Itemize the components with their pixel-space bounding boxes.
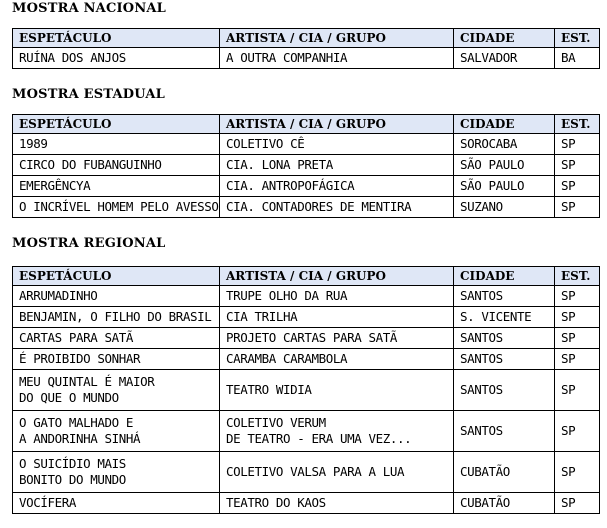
cell-espetaculo — [13, 176, 220, 197]
cell-artista — [220, 176, 454, 197]
cell-espetaculo-line: O GATO MALHADO E — [19, 415, 134, 430]
cell-artista — [220, 328, 454, 349]
header-artista: ARTISTA / CIA / GRUPO — [220, 115, 454, 134]
table-row — [13, 286, 600, 307]
header-espetaculo: ESPETÁCULO — [13, 29, 220, 48]
section-title-nacional: MOSTRA NACIONAL — [12, 1, 167, 16]
cell-espetaculo-line: O INCRÍVEL HOMEM PELO AVESSO — [19, 199, 219, 214]
table-mostra-regional — [12, 266, 600, 514]
section-title-estadual: MOSTRA ESTADUAL — [12, 87, 165, 102]
cell-cidade: CUBATÃO — [454, 493, 555, 514]
cell-cidade: SANTOS — [454, 370, 555, 411]
cell-cidade: CUBATÃO — [454, 452, 555, 493]
table-row — [13, 197, 600, 218]
cell-espetaculo — [13, 349, 220, 370]
cell-artista-line: TRUPE OLHO DA RUA — [226, 288, 348, 303]
cell-artista — [220, 48, 454, 69]
cell-espetaculo-line: BONITO DO MUNDO — [19, 472, 126, 487]
cell-artista-line: TEATRO DO KAOS — [226, 495, 326, 510]
cell-artista-line: COLETIVO VALSA PARA A LUA — [226, 464, 405, 479]
table-row — [13, 328, 600, 349]
cell-artista — [220, 493, 454, 514]
cell-espetaculo — [13, 307, 220, 328]
header-est: EST. — [555, 267, 600, 286]
cell-est: BA — [555, 48, 600, 69]
cell-espetaculo — [13, 411, 220, 452]
cell-espetaculo — [13, 197, 220, 218]
cell-espetaculo — [13, 48, 220, 69]
cell-espetaculo-line: MEU QUINTAL É MAIOR — [19, 374, 155, 389]
table-row — [13, 370, 600, 411]
cell-est: SP — [555, 307, 600, 328]
cell-espetaculo-line: É PROIBIDO SONHAR — [19, 351, 141, 366]
cell-cidade: S. VICENTE — [454, 307, 555, 328]
header-cidade: CIDADE — [454, 267, 555, 286]
cell-est: SP — [555, 411, 600, 452]
cell-artista-line: COLETIVO CÊ — [226, 136, 305, 151]
cell-artista-line: TEATRO WIDIA — [226, 382, 312, 397]
cell-espetaculo-line: A ANDORINHA SINHÁ — [19, 431, 141, 446]
header-est: EST. — [555, 29, 600, 48]
cell-artista-line: COLETIVO VERUM — [226, 415, 326, 430]
cell-est: SP — [555, 493, 600, 514]
cell-artista — [220, 370, 454, 411]
cell-artista-line: A OUTRA COMPANHIA — [226, 50, 348, 65]
cell-cidade: SÃO PAULO — [454, 155, 555, 176]
cell-espetaculo — [13, 155, 220, 176]
cell-artista — [220, 134, 454, 155]
cell-cidade: SALVADOR — [454, 48, 555, 69]
cell-artista-line: CARAMBA CARAMBOLA — [226, 351, 348, 366]
cell-cidade: SANTOS — [454, 349, 555, 370]
table-row — [13, 176, 600, 197]
table-header-row — [13, 29, 600, 48]
section-title-regional: MOSTRA REGIONAL — [12, 236, 166, 251]
cell-artista — [220, 411, 454, 452]
cell-espetaculo — [13, 134, 220, 155]
cell-espetaculo-line: 1989 — [19, 136, 48, 151]
cell-espetaculo-line: RUÍNA DOS ANJOS — [19, 50, 126, 65]
cell-espetaculo — [13, 493, 220, 514]
cell-cidade: SUZANO — [454, 197, 555, 218]
table-row — [13, 411, 600, 452]
cell-espetaculo — [13, 286, 220, 307]
cell-espetaculo — [13, 328, 220, 349]
table-row — [13, 349, 600, 370]
cell-espetaculo-line: BENJAMIN, O FILHO DO BRASIL — [19, 309, 212, 324]
cell-artista — [220, 452, 454, 493]
table-row — [13, 155, 600, 176]
cell-cidade: SANTOS — [454, 328, 555, 349]
table-row — [13, 134, 600, 155]
header-espetaculo: ESPETÁCULO — [13, 267, 220, 286]
cell-espetaculo-line: CARTAS PARA SATÃ — [19, 330, 134, 345]
cell-artista — [220, 197, 454, 218]
cell-artista — [220, 307, 454, 328]
cell-est: SP — [555, 155, 600, 176]
cell-est: SP — [555, 452, 600, 493]
header-est: EST. — [555, 115, 600, 134]
cell-cidade: SANTOS — [454, 411, 555, 452]
cell-artista-line: PROJETO CARTAS PARA SATÃ — [226, 330, 398, 345]
table-header-row — [13, 267, 600, 286]
header-artista: ARTISTA / CIA / GRUPO — [220, 29, 454, 48]
table-mostra-estadual — [12, 114, 600, 218]
cell-espetaculo-line: DO QUE O MUNDO — [19, 390, 119, 405]
cell-artista — [220, 349, 454, 370]
cell-espetaculo-line: ARRUMADINHO — [19, 288, 98, 303]
table-row — [13, 493, 600, 514]
cell-artista — [220, 286, 454, 307]
table-row — [13, 452, 600, 493]
cell-espetaculo — [13, 370, 220, 411]
header-artista: ARTISTA / CIA / GRUPO — [220, 267, 454, 286]
header-cidade: CIDADE — [454, 29, 555, 48]
header-cidade: CIDADE — [454, 115, 555, 134]
cell-cidade: SOROCABA — [454, 134, 555, 155]
cell-espetaculo-line: CIRCO DO FUBANGUINHO — [19, 157, 162, 172]
table-row — [13, 48, 600, 69]
table-row — [13, 307, 600, 328]
cell-artista-line: CIA. LONA PRETA — [226, 157, 333, 172]
cell-artista — [220, 155, 454, 176]
cell-espetaculo-line: O SUICÍDIO MAIS — [19, 456, 126, 471]
table-mostra-nacional — [12, 28, 600, 69]
cell-espetaculo — [13, 452, 220, 493]
cell-est: SP — [555, 134, 600, 155]
cell-artista-line: CIA. CONTADORES DE MENTIRA — [226, 199, 412, 214]
header-espetaculo: ESPETÁCULO — [13, 115, 220, 134]
cell-artista-line: DE TEATRO - ERA UMA VEZ... — [226, 431, 412, 446]
cell-espetaculo-line: EMERGÊNCYA — [19, 178, 91, 193]
cell-espetaculo-line: VOCÍFERA — [19, 495, 77, 510]
cell-cidade: SÃO PAULO — [454, 176, 555, 197]
cell-cidade: SANTOS — [454, 286, 555, 307]
cell-est: SP — [555, 328, 600, 349]
cell-artista-line: CIA TRILHA — [226, 309, 298, 324]
cell-artista-line: CIA. ANTROPOFÁGICA — [226, 178, 355, 193]
cell-est: SP — [555, 197, 600, 218]
cell-est: SP — [555, 176, 600, 197]
cell-est: SP — [555, 286, 600, 307]
cell-est: SP — [555, 349, 600, 370]
cell-est: SP — [555, 370, 600, 411]
table-header-row — [13, 115, 600, 134]
